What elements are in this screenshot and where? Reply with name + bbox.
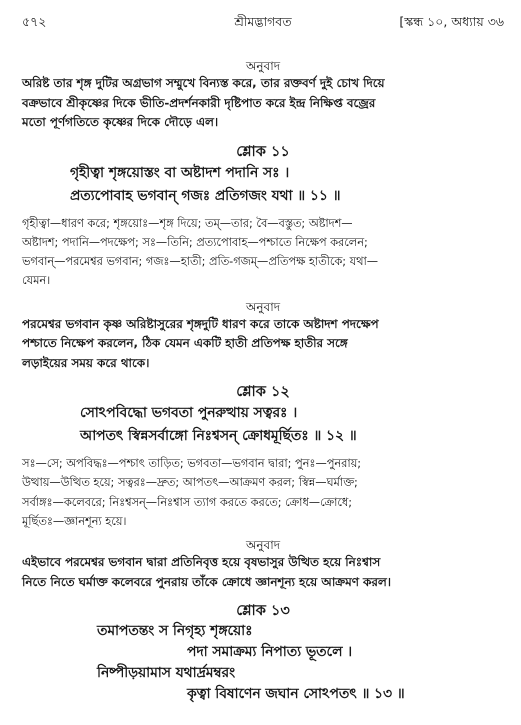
page-number: ৫৭২ <box>22 14 47 29</box>
translation-heading: অনুবাদ <box>245 538 281 553</box>
sloka-heading: শ্লোক ১১ <box>236 143 290 160</box>
sloka-heading: শ্লোক ১২ <box>236 384 290 401</box>
translation-line: এইভাবে পরমেশ্বর ভগবান দ্বারা প্রতিনিবৃত্ত হয়ে বৃষভাসুর উত্থিত হয়ে নিঃশ্বাস <box>22 555 381 570</box>
page <box>22 14 504 705</box>
translation-line: মতো পূর্ণগতিতে কৃষ্ণের দিকে দৌড়ে এল। <box>22 115 219 129</box>
verse-line: প্রত্যপোবাহ ভগবান্ গজঃ প্রতিগজং যথা ॥ ১১ ॥ <box>70 187 341 204</box>
synonym-line: গৃহীত্বা—ধারণ করে; শৃঙ্গয়োঃ—শৃঙ্গ দিয়ে; তম্—তার; বৈ—বস্তুত; অষ্টাদশ— <box>22 216 353 230</box>
translation-line: পরমেশ্বর ভগবান কৃষ্ণ অরিষ্টাসুরের শৃঙ্গদুটি ধারণ করে তাকে অষ্টাদশ পদক্ষেপ <box>22 316 379 331</box>
synonym-line: সর্বাঙ্গঃ—কলেবরে; নিঃশ্বসন্—নিঃশ্বাস ত্যাগ করতে করতে; ক্রোধ—ক্রোধে; <box>22 495 353 509</box>
translation-line: বক্রভাবে শ্রীকৃষ্ণের দিকে ভীতি-প্রদর্শনকারী দৃষ্টিপাত করে ইন্দ্র নিক্ষিপ্ত বজ্রের <box>22 95 376 110</box>
translation-paragraph <box>22 74 504 133</box>
synonym-line: মূর্ছিতঃ—জ্ঞানশূন্য হয়ে। <box>22 515 127 529</box>
translation-heading: অনুবাদ <box>245 299 281 314</box>
translation-paragraph <box>22 315 504 374</box>
verse-line: কৃত্বা বিষাণেন জঘান সোঽপতৎ ॥ ১৩ ॥ <box>187 686 405 703</box>
verse-line: তমাপতন্তং স নিগৃহ্য শৃঙ্গয়োঃ <box>97 623 253 640</box>
synonym-line: উত্থায়—উত্থিত হয়ে; সত্বরঃ—দ্রুত; আপতৎ—আক্রমণ করল; স্বিন্ন—ঘর্মাক্ত; <box>22 476 358 490</box>
sloka-verse <box>22 162 504 208</box>
book-title: শ্রীমদ্ভাগবত <box>234 14 292 29</box>
synonym-line: অষ্টাদশ; পদানি—পদক্ষেপ; সঃ—তিনি; প্রত্যপোবাহ—পশ্চাতে নিক্ষেপ করলেন; <box>22 235 368 249</box>
synonyms-paragraph <box>22 454 504 531</box>
synonym-line: সঃ—সে; অপবিদ্ধঃ—পশ্চাৎ তাড়িত; ভগবতা—ভগবান দ্বারা; পুনঃ—পুনরায়; <box>22 457 362 471</box>
translation-heading: অনুবাদ <box>245 59 281 73</box>
translation-paragraph <box>22 553 504 592</box>
synonym-line: যেমন। <box>22 274 51 288</box>
synonym-line: ভগবান্—পরমেশ্বর ভগবান; গজঃ—হাতী; প্রতি-গজম্—প্রতিপক্ষ হাতীকে; যথা— <box>22 255 379 269</box>
sloka-verse <box>22 621 504 705</box>
translation-line: অরিষ্ট তার শৃঙ্গ দুটির অগ্রভাগ সম্মুখে বিন্যস্ত করে, তার রক্তবর্ণ দুই চোখ দিয়ে <box>22 76 385 90</box>
sloka-heading: শ্লোক ১৩ <box>236 603 290 620</box>
verse-line: গৃহীত্বা শৃঙ্গয়োস্তং বা অষ্টাদশ পদানি সঃ । <box>70 164 290 181</box>
sloka-verse <box>22 402 504 448</box>
verse-line: পদা সমাক্রম্য নিপাত্য ভূতলে । <box>187 644 353 661</box>
verse-line: নিষ্পীড়য়ামাস যথার্দ্রমম্বরং <box>97 665 236 682</box>
page-header <box>22 14 504 34</box>
synonyms-paragraph <box>22 214 504 291</box>
translation-line: পশ্চাতে নিক্ষেপ করলেন, ঠিক যেমন একটি হাতী প্রতিপক্ষ হাতীর সঙ্গে <box>22 336 348 351</box>
translation-line: নিতে নিতে ঘর্মাক্ত কলেবরে পুনরায় তাঁকে ক্রোধে জ্ঞানশূন্য হয়ে আক্রমণ করল। <box>22 574 392 589</box>
translation-line: লড়াইয়ের সময় করে থাকে। <box>22 355 150 370</box>
verse-line: সোঽপবিদ্ধো ভগবতা পুনরুত্থায় সত্বরঃ । <box>80 405 298 422</box>
verse-line: আপতৎ স্বিন্নসর্বাঙ্গো নিঃশ্বসন্ ক্রোধমূর্ছিতঃ ॥ ১২ ॥ <box>80 428 357 445</box>
chapter-reference: [স্কন্ধ ১০, অধ্যায় ৩৬ <box>399 14 504 29</box>
